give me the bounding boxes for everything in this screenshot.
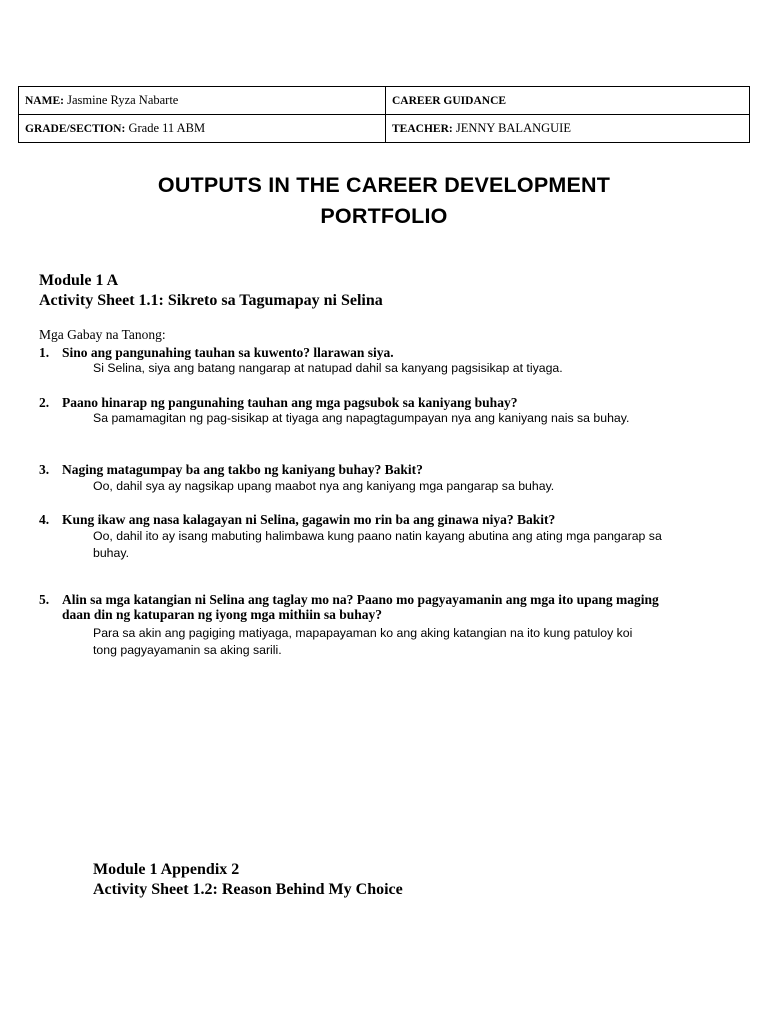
student-info-table [18, 86, 750, 143]
question-text: Alin sa mga katangian ni Selina ang taglay mo na? Paano mo pagyayamanin ang mga ito upang maging daan din ng katuparan ng iyong mga mithiin sa buhay? [62, 592, 659, 622]
question-number: 1. [39, 345, 50, 360]
grade-value: Grade 11 ABM [128, 121, 206, 135]
guide-questions-label: Mga Gabay na Tanong: [39, 327, 166, 342]
activity-sheet-1-2-title: Activity Sheet 1.2: Reason Behind My Choice [93, 881, 403, 898]
activity-sheet-1-1-title: Activity Sheet 1.1: Sikreto sa Tagumapay ni Selina [39, 292, 383, 309]
answer-5: Para sa akin ang pagiging matiyaga, mapapayaman ko ang aking katangian na ito kung patuloy koi tong pagyayamanin sa aking sarili. [93, 626, 633, 657]
question-3 [39, 462, 739, 477]
teacher-cell [386, 115, 750, 143]
answer-3: Oo, dahil sya ay nagsikap upang maabot nya ang kaniyang mga pangarap sa buhay. [93, 479, 555, 493]
teacher-value: JENNY BALANGUIE [455, 121, 571, 135]
question-text: Sino ang pangunahing tauhan sa kuwento? llarawan siya. [62, 345, 394, 360]
page-title [0, 170, 768, 232]
question-text: Kung ikaw ang nasa kalagayan ni Selina, gagawin mo rin ba ang ginawa niya? Bakit? [62, 512, 556, 527]
name-cell [19, 87, 386, 115]
question-number: 4. [39, 512, 50, 527]
page-title-line-2: PORTFOLIO [320, 204, 448, 228]
question-number: 5. [39, 592, 50, 607]
name-label: NAME: [25, 95, 64, 107]
question-number: 3. [39, 462, 50, 477]
question-2 [39, 395, 739, 410]
subject-label: CAREER GUIDANCE [392, 95, 507, 107]
subject-cell [386, 87, 750, 115]
answer-1: Si Selina, siya ang batang nangarap at natupad dahil sa kanyang pagsisikap at tiyaga. [93, 361, 563, 375]
question-number: 2. [39, 395, 50, 410]
question-text: Paano hinarap ng pangunahing tauhan ang mga pagsubok sa kaniyang buhay? [62, 395, 518, 410]
module-1-appendix-2-heading [93, 860, 403, 900]
module-1a-heading [39, 271, 383, 311]
module-1-appendix-2-title: Module 1 Appendix 2 [93, 861, 240, 878]
question-4 [39, 512, 739, 527]
question-text: Naging matagumpay ba ang takbo ng kaniyang buhay? Bakit? [62, 462, 423, 477]
grade-label: GRADE/SECTION: [25, 123, 126, 135]
grade-cell [19, 115, 386, 143]
question-1 [39, 345, 739, 360]
answer-4: Oo, dahil ito ay isang mabuting halimbawa kung paano natin kayang abutina ang ating mga pangarap sa buhay. [93, 529, 662, 560]
answer-2: Sa pamamagitan ng pag-sisikap at tiyaga ang napagtagumpayan nya ang kaniyang nais sa buhay. [93, 411, 630, 425]
page-title-line-1: OUTPUTS IN THE CAREER DEVELOPMENT [157, 173, 611, 197]
teacher-label: TEACHER: [392, 123, 453, 135]
student-name: Jasmine Ryza Nabarte [67, 93, 179, 107]
module-1a-title: Module 1 A [39, 272, 119, 289]
question-5 [39, 592, 679, 622]
